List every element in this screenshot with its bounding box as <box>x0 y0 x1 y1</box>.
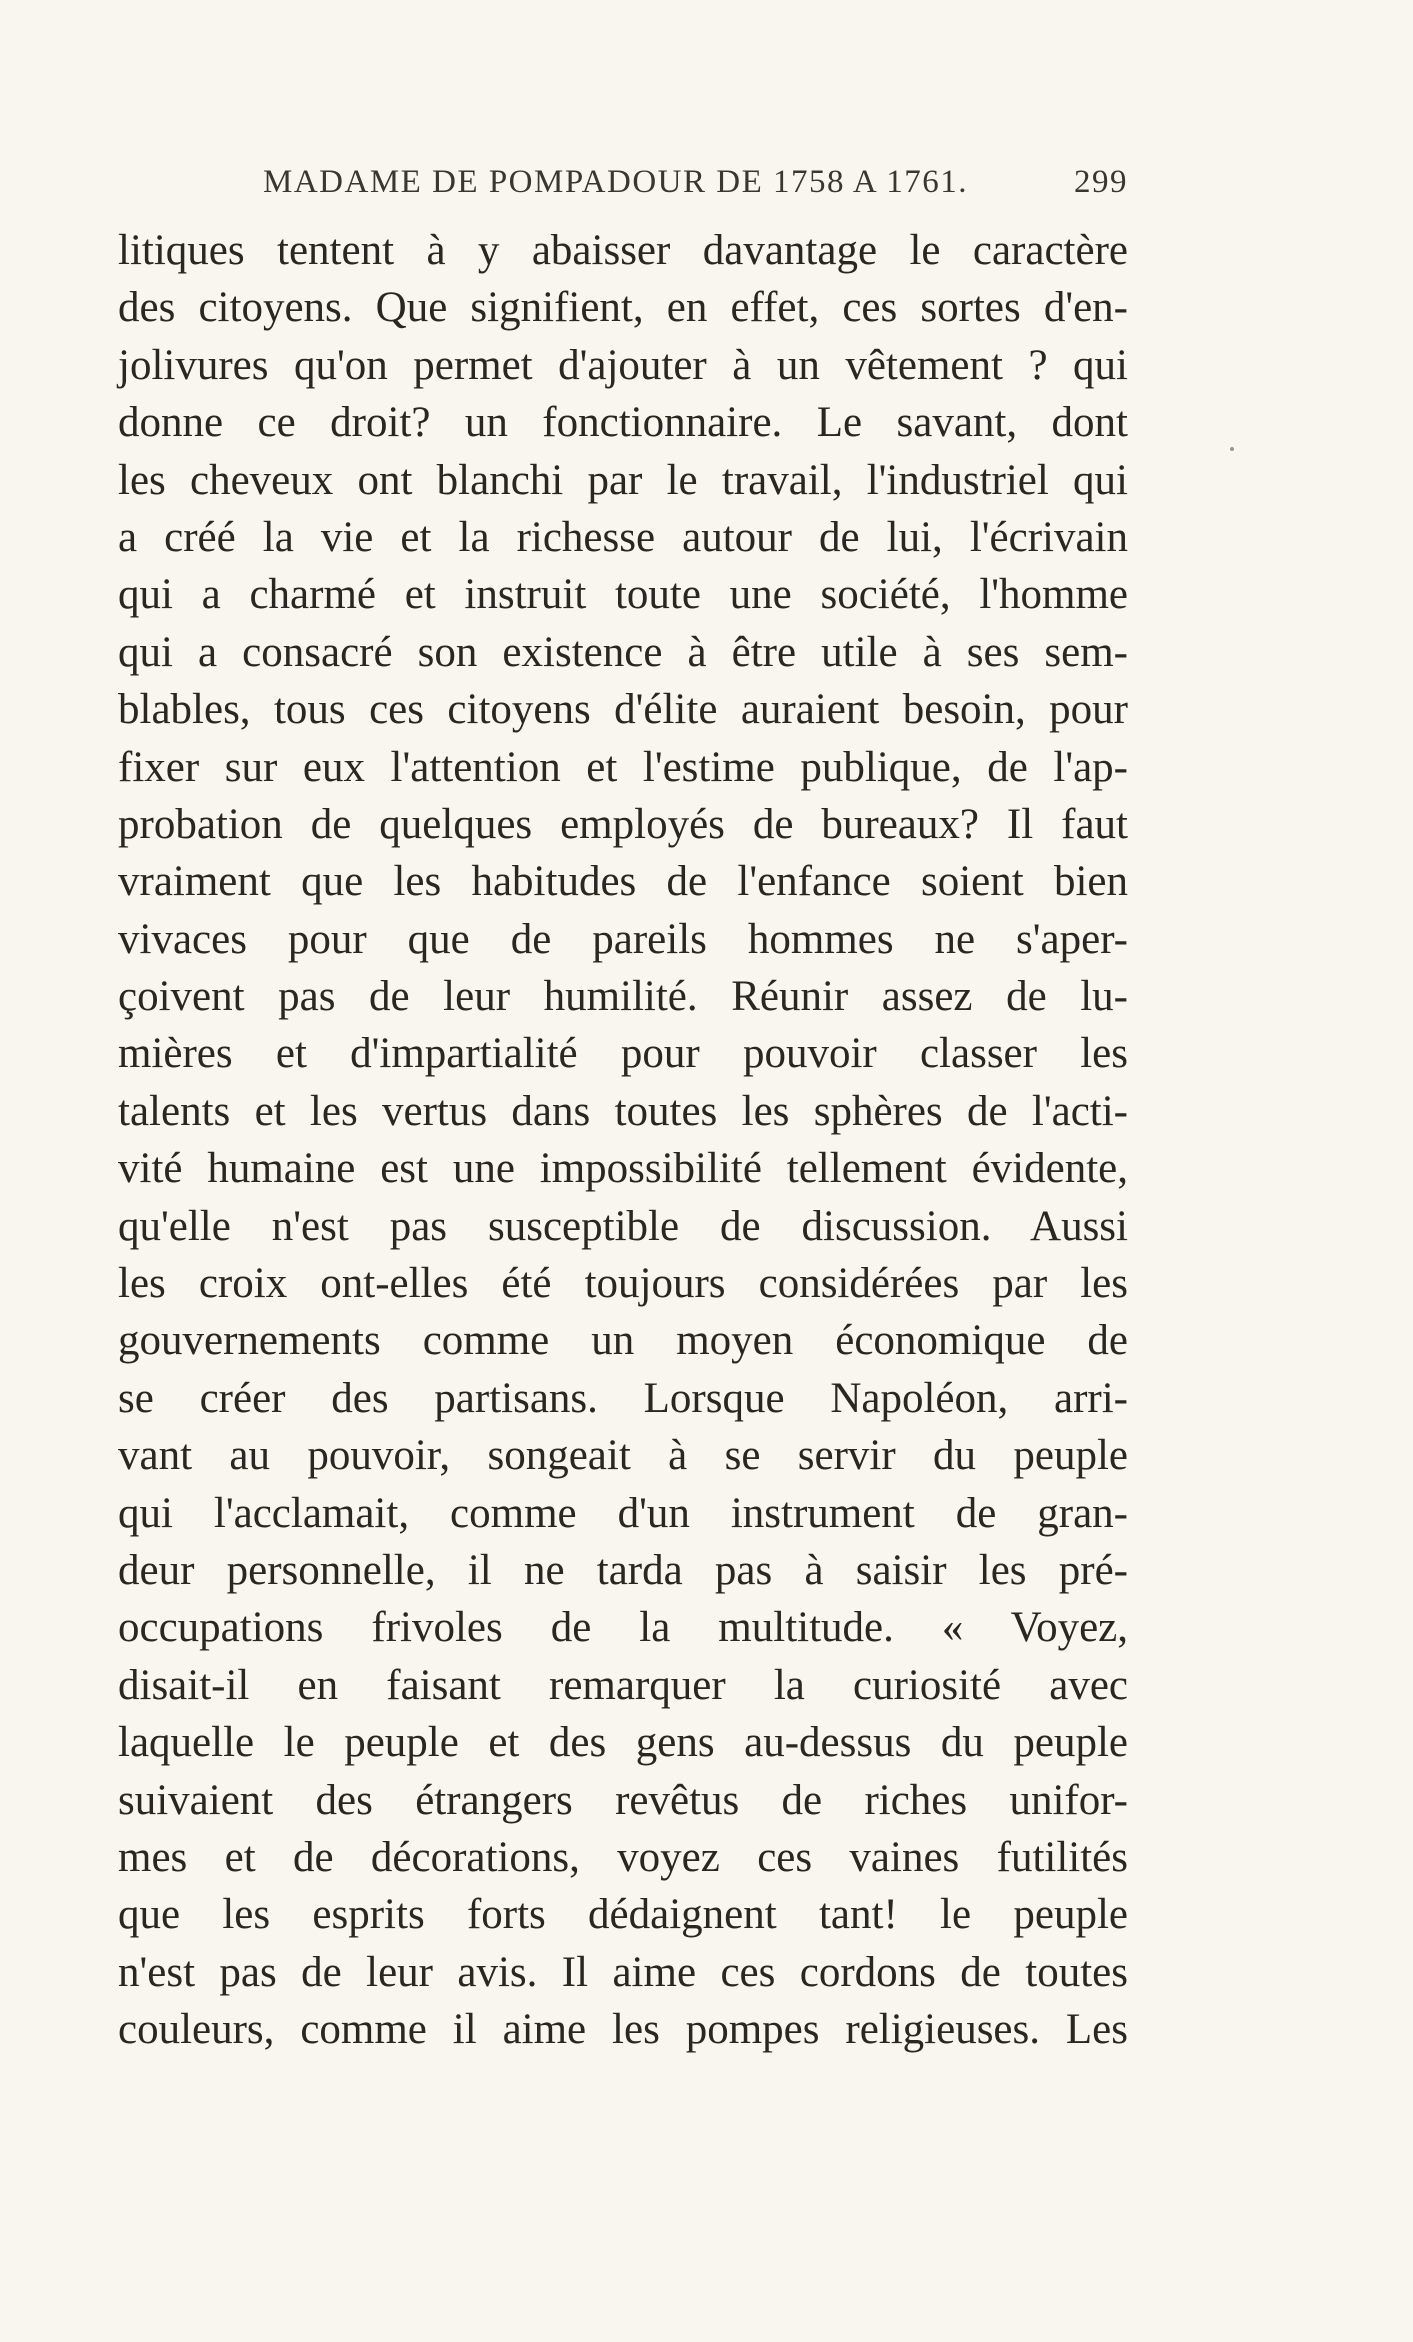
text-line: vivaces pour que de pareils hommes ne s'aper- <box>118 915 1128 963</box>
text-line: qui l'acclamait, comme d'un instrument de gran- <box>118 1489 1128 1537</box>
text-line: fixer sur eux l'attention et l'estime publique, de l'ap- <box>118 743 1128 791</box>
text-line: vraiment que les habitudes de l'enfance soient bien <box>118 858 1128 906</box>
running-title: MADAME DE POMPADOUR DE 1758 A 1761. <box>263 164 968 200</box>
text-line: talents et les vertus dans toutes les sphères de l'acti- <box>118 1087 1128 1135</box>
text-line: que les esprits forts dédaignent tant! le peuple <box>118 1891 1128 1939</box>
text-line: les croix ont-elles été toujours considérées par les <box>118 1260 1128 1308</box>
text-line: les cheveux ont blanchi par le travail, l'industriel qui <box>118 456 1128 504</box>
text-line: vité humaine est une impossibilité tellement évidente, <box>118 1145 1128 1193</box>
text-line: blables, tous ces citoyens d'élite auraient besoin, pour <box>118 686 1128 734</box>
text-line: suivaient des étrangers revêtus de riches unifor- <box>118 1776 1128 1824</box>
body-text <box>118 222 1128 2059</box>
text-line: a créé la vie et la richesse autour de lui, l'écrivain <box>118 513 1128 561</box>
text-line: disait-il en faisant remarquer la curiosité avec <box>118 1661 1128 1709</box>
running-head <box>118 156 1128 212</box>
text-line: çoivent pas de leur humilité. Réunir assez de lu- <box>118 973 1128 1021</box>
page-number: 299 <box>1074 164 1128 200</box>
text-line: laquelle le peuple et des gens au-dessus du peuple <box>118 1719 1128 1767</box>
text-line: probation de quelques employés de bureaux? Il faut <box>118 800 1128 848</box>
text-line: se créer des partisans. Lorsque Napoléon, arri- <box>118 1374 1128 1422</box>
text-line: mes et de décorations, voyez ces vaines futilités <box>118 1833 1128 1881</box>
text-line: donne ce droit? un fonctionnaire. Le savant, dont <box>118 399 1128 447</box>
text-line: occupations frivoles de la multitude. « Voyez, <box>118 1604 1128 1652</box>
text-line: n'est pas de leur avis. Il aime ces cordons de toutes <box>118 1948 1128 1996</box>
text-line: deur personnelle, il ne tarda pas à saisir les pré- <box>118 1546 1128 1594</box>
text-line: gouvernements comme un moyen économique de <box>118 1317 1128 1365</box>
text-line: qui a consacré son existence à être utile à ses sem- <box>118 628 1128 676</box>
text-line: qu'elle n'est pas susceptible de discussion. Aussi <box>118 1202 1128 1250</box>
text-line: mières et d'impartialité pour pouvoir classer les <box>118 1030 1128 1078</box>
text-line: vant au pouvoir, songeait à se servir du peuple <box>118 1432 1128 1480</box>
text-line: litiques tentent à y abaisser davantage le caractère <box>118 227 1128 274</box>
paper-speck <box>1230 447 1234 451</box>
text-line: qui a charmé et instruit toute une société, l'homme <box>118 571 1128 619</box>
text-line: jolivures qu'on permet d'ajouter à un vêtement ? qui <box>118 341 1128 389</box>
text-line: couleurs, comme il aime les pompes religieuses. Les <box>118 2006 1128 2054</box>
text-line: des citoyens. Que signifient, en effet, ces sortes d'en- <box>118 284 1128 332</box>
